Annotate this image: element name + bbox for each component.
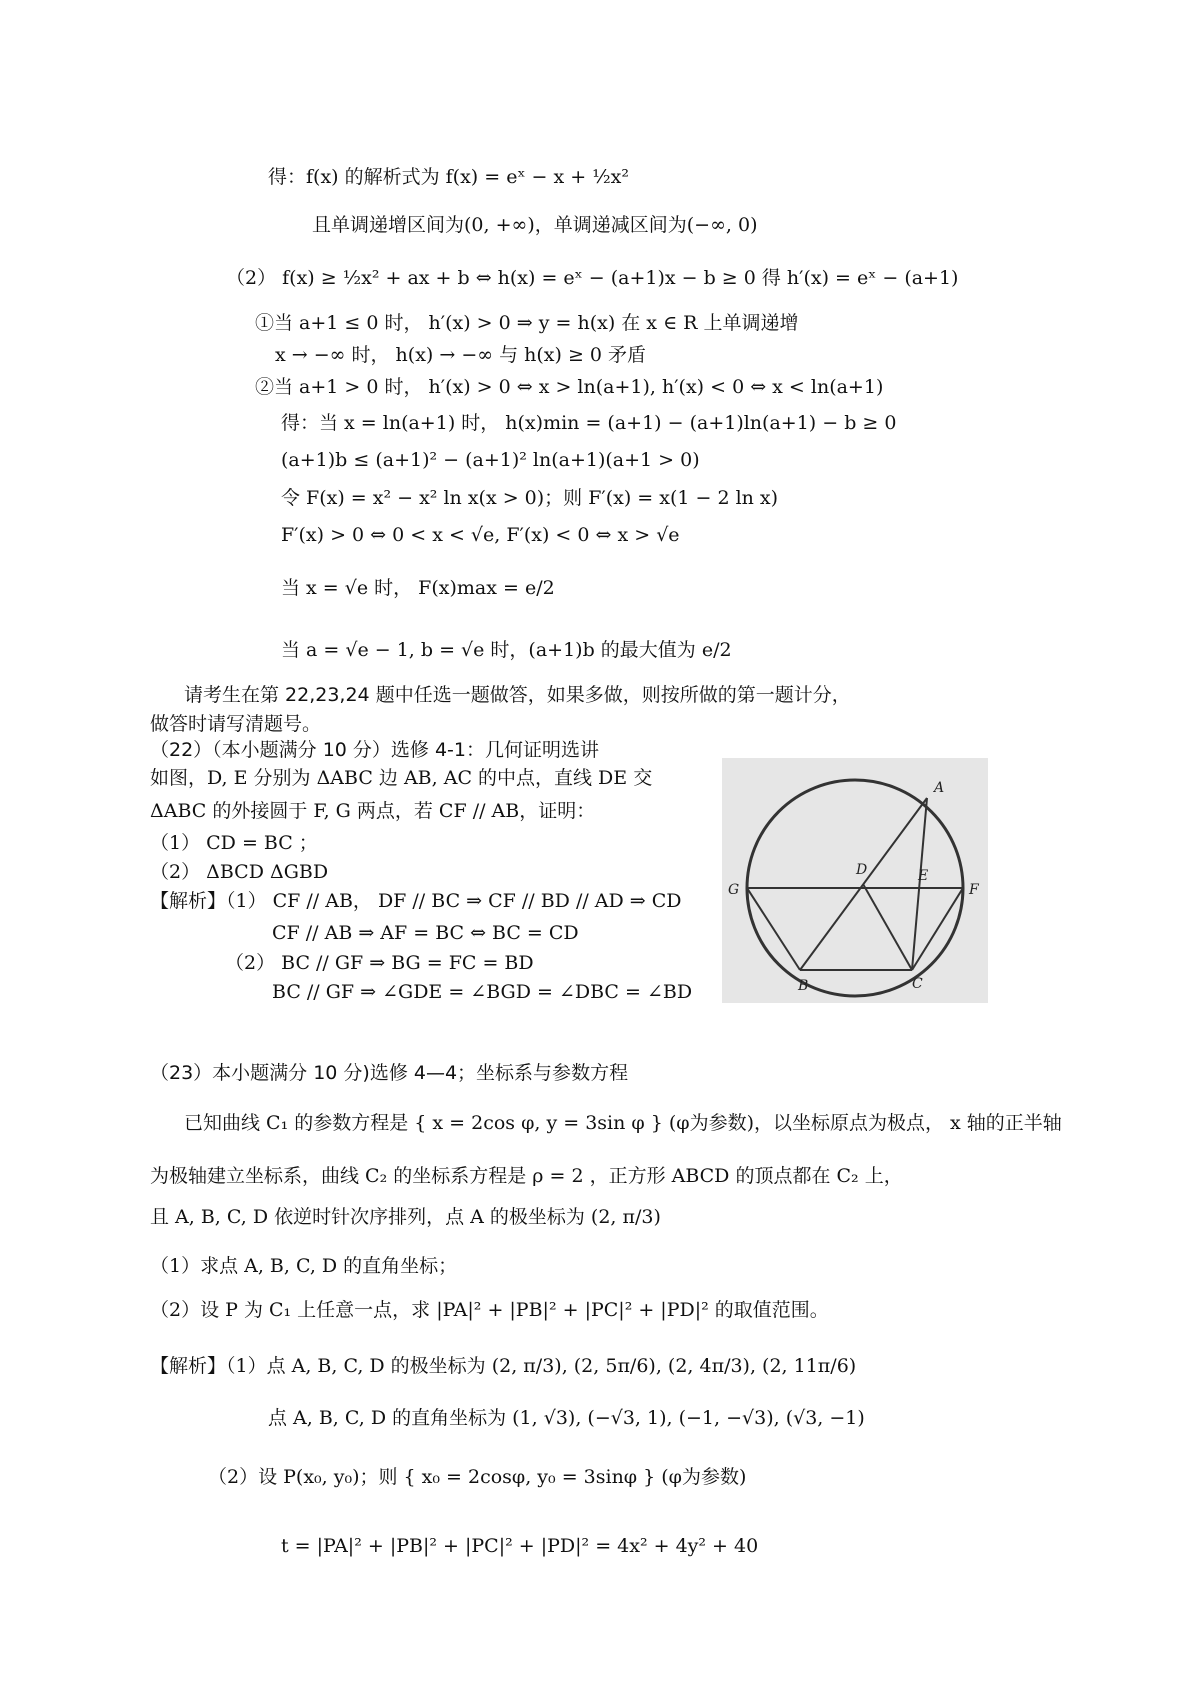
text-line: 得：f(x) 的解析式为 f(x) = eˣ − x + ½x² (268, 166, 629, 188)
text-line: （2） f(x) ≥ ½x² + ax + b ⇔ h(x) = eˣ − (a+1)x − b ≥ 0 得 h′(x) = eˣ − (a+1) (226, 267, 959, 289)
geometry-figure (722, 758, 988, 1003)
text-line: ②当 a+1 > 0 时， h′(x) > 0 ⇔ x > ln(a+1), h′(x) < 0 ⇔ x < ln(a+1) (255, 376, 884, 398)
figure-label: F (969, 882, 979, 898)
text-line: (a+1)b ≤ (a+1)² − (a+1)² ln(a+1)(a+1 > 0) (281, 449, 700, 471)
text-line: 且 A, B, C, D 依逆时针次序排列，点 A 的极坐标为 (2, π/3) (150, 1206, 661, 1228)
text-line: （2）设 P(x₀, y₀)；则 { x₀ = 2cosφ, y₀ = 3sinφ } (φ为参数) (208, 1466, 747, 1488)
text-line: 如图，D, E 分别为 ΔABC 边 AB, AC 的中点，直线 DE 交 (150, 767, 653, 789)
text-line: 点 A, B, C, D 的直角坐标为 (1, √3), (−√3, 1), (−1, −√3), (√3, −1) (268, 1407, 865, 1429)
text-line: 当 a = √e − 1, b = √e 时，(a+1)b 的最大值为 e/2 (281, 639, 732, 661)
text-line: 且单调递增区间为(0, +∞)，单调递减区间为(−∞, 0) (312, 214, 758, 236)
text-line: BC // GF ⇒ ∠GDE = ∠BGD = ∠DBC = ∠BD (272, 981, 693, 1003)
text-line: 已知曲线 C₁ 的参数方程是 { x = 2cos φ, y = 3sin φ } (φ为参数)，以坐标原点为极点， x 轴的正半轴 (184, 1112, 1062, 1134)
text-line: 【解析】（1）点 A, B, C, D 的极坐标为 (2, π/3), (2, 5π/6), (2, 4π/3), (2, 11π/6) (150, 1355, 857, 1377)
text-line: CF // AB ⇒ AF = BC ⇔ BC = CD (272, 922, 579, 944)
text-line: （2）设 P 为 C₁ 上任意一点，求 |PA|² + |PB|² + |PC|² + |PD|² 的取值范围。 (150, 1299, 829, 1321)
text-line: （23）本小题满分 10 分)选修 4—4；坐标系与参数方程 (150, 1062, 629, 1084)
figure-label: B (798, 978, 809, 994)
text-line: ①当 a+1 ≤ 0 时， h′(x) > 0 ⇒ y = h(x) 在 x ∈ R 上单调递增 (255, 312, 799, 334)
text-line: 令 F(x) = x² − x² ln x(x > 0)；则 F′(x) = x(1 − 2 ln x) (281, 487, 779, 509)
text-line: x → −∞ 时， h(x) → −∞ 与 h(x) ≥ 0 矛盾 (275, 344, 647, 366)
text-line: （2） BC // GF ⇒ BG = FC = BD (225, 952, 534, 974)
text-line: 【解析】（1） CF // AB， DF // BC ⇒ CF // BD // AD ⇒ CD (150, 890, 682, 912)
text-line: （22）（本小题满分 10 分）选修 4-1：几何证明选讲 (150, 739, 600, 761)
text-line: t = |PA|² + |PB|² + |PC|² + |PD|² = 4x² + 4y² + 40 (281, 1535, 759, 1557)
figure-label: G (728, 882, 740, 898)
text-line: （1） CD = BC ； (150, 832, 318, 854)
text-line: F′(x) > 0 ⇔ 0 < x < √e, F′(x) < 0 ⇔ x > √e (281, 524, 680, 546)
text-line: 得：当 x = ln(a+1) 时， h(x)min = (a+1) − (a+1)ln(a+1) − b ≥ 0 (281, 412, 897, 434)
text-line: 做答时请写清题号。 (150, 713, 322, 735)
text-line: 为极轴建立坐标系，曲线 C₂ 的坐标系方程是 ρ = 2 ，正方形 ABCD 的顶点都在 C₂ 上， (150, 1165, 903, 1187)
figure-label: C (912, 976, 923, 992)
figure-label: A (934, 780, 945, 796)
figure-label: D (856, 862, 868, 878)
text-line: 当 x = √e 时， F(x)max = e/2 (281, 577, 555, 599)
text-line: （1）求点 A, B, C, D 的直角坐标； (150, 1255, 458, 1277)
text-line: 请考生在第 22,23,24 题中任选一题做答，如果多做，则按所做的第一题计分， (184, 684, 851, 706)
figure-label: E (918, 868, 929, 884)
text-line: （2） ΔBCD ΔGBD (150, 861, 329, 883)
text-line: ΔABC 的外接圆于 F, G 两点，若 CF // AB，证明： (150, 800, 596, 822)
